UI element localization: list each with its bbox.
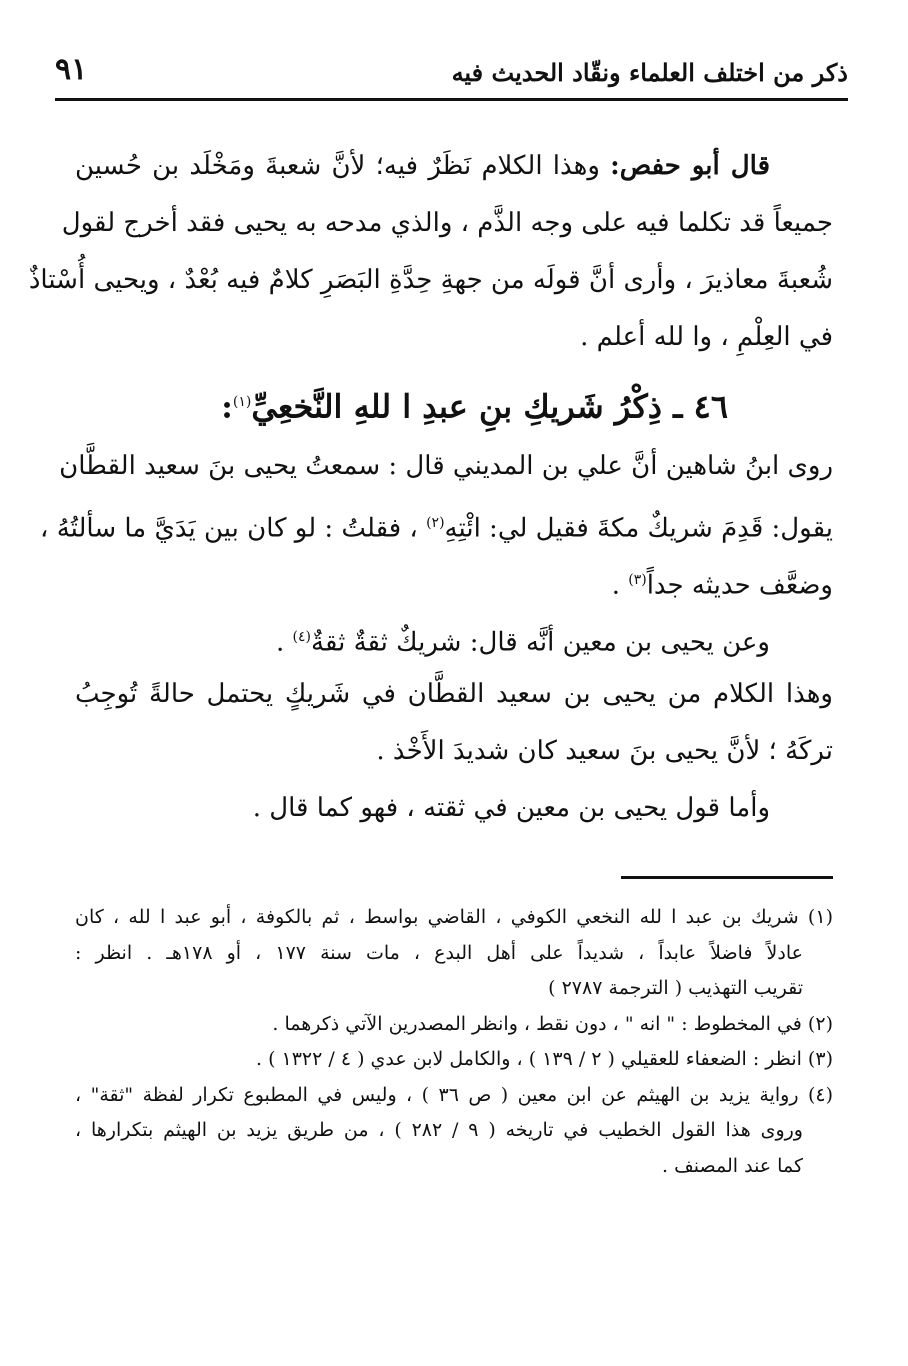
footnote-line: عادلاً فاضلاً عابداً ، شديداً على أهل البدع ، مات سنة ١٧٧ ، أو ١٧٨هـ . انظر :: [75, 941, 803, 964]
footnote-ref: (٣): [628, 572, 647, 588]
footnote-line: وروى هذا القول الخطيب في تاريخه ( ٩ / ٢٨٢ ) ، من طريق يزيد بن الهيثم بتكرارها ،: [75, 1119, 803, 1141]
footnote-line: (٣) انظر : الضعفاء للعقيلي ( ٢ / ١٣٩ ) ، والكامل لابن عدي ( ٤ / ١٣٢٢ ) .: [255, 1048, 833, 1070]
text-segment: وهذا الكلام نَظَرٌ فيه؛ لأنَّ شعبةَ ومَخْلَد بن حُسين: [75, 151, 600, 181]
running-title: ذكر من اختلف العلماء ونقّاد الحديث فيه: [451, 58, 848, 87]
heading-text: ٤٦ ـ ذِكْرُ شَريكِ بنِ عبدِ ا للهِ النَّخعِيِّ: [251, 387, 728, 426]
paragraph-line: [75, 609, 833, 666]
footnote-ref: (١): [232, 394, 252, 410]
footnote-line: (٤) رواية يزيد بن الهيثم عن ابن معين ( ص ٣٦ ) ، وليس في المطبوع تكرار لفظة "ثقة" ،: [75, 1083, 833, 1106]
section-heading: [75, 366, 833, 438]
paragraph-line: تركَهُ ؛ لأنَّ يحيى بنَ سعيد كان شديدَ الأَخْذ .: [376, 736, 833, 766]
paragraph-line: شُعبةَ معاذيرَ ، وأرى أنَّ قولَه من جهةِ حِدَّةِ البَصَرِ كلامٌ فيه بُعْدٌ ، ويحيى أُسْتاذٌ: [28, 265, 833, 295]
text-segment: ، فقلتُ : لو كان بين يَدَيَّ ما سألتُهُ ،: [40, 513, 418, 544]
paragraph-line: روى ابنُ شاهين أنَّ علي بن المديني قال : سمعتُ يحيى بنَ سعيد القطَّان: [59, 451, 833, 481]
footnote-line: كما عند المصنف .: [662, 1154, 803, 1177]
paragraph-line: جميعاً قد تكلما فيه على وجه الذَّم ، والذي مدحه به يحيى فقد أخرج لقول: [61, 208, 833, 238]
text-segment: وضعَّف حديثه جداً: [646, 570, 833, 601]
paragraph-line: في العِلْمِ ، وا لله أعلم .: [580, 322, 833, 352]
footnote-line: (٢) في المخطوط : " انه " ، دون نقط ، وانظر المصدرين الآتي ذكرهما .: [272, 1012, 833, 1035]
footnote-line: تقريب التهذيب ( الترجمة ٢٧٨٧ ): [548, 977, 803, 999]
page-header: [55, 52, 848, 102]
paragraph-line: [75, 552, 833, 609]
text-segment: وعن يحيى بن معين أنَّه قال: شريكٌ ثقةٌ ثقةٌ: [311, 627, 770, 658]
footnote-line: (١) شريك بن عبد ا لله النخعي الكوفي ، القاضي بواسط ، ثم بالكوفة ، أبو عبد ا لله ، كان: [75, 906, 833, 928]
header-rule: [55, 98, 848, 101]
footnotes: [75, 900, 833, 1184]
text-segment: .: [276, 627, 285, 658]
paragraph-line: وهذا الكلام من يحيى بن سعيد القطَّان في شَريكٍ يحتمل حالةً تُوجِبُ: [75, 679, 833, 709]
main-text: [28, 138, 833, 837]
page-number: ٩١: [55, 52, 88, 87]
text-segment: يقول: قَدِمَ شريكٌ مكةَ فقيل لي: ائْتِهِ: [444, 513, 833, 544]
footnote-ref: (٤): [292, 629, 311, 645]
paragraph-line: [40, 495, 833, 552]
text-segment: .: [611, 570, 620, 601]
paragraph-line: [75, 138, 833, 195]
paragraph-line: وأما قول يحيى بن معين في ثقته ، فهو كما قال .: [252, 793, 770, 823]
footnote-ref: (٢): [426, 515, 445, 531]
heading-colon: :: [221, 387, 233, 426]
footnote-separator: [621, 876, 833, 879]
speaker-label: قال أبو حفص:: [610, 151, 771, 181]
